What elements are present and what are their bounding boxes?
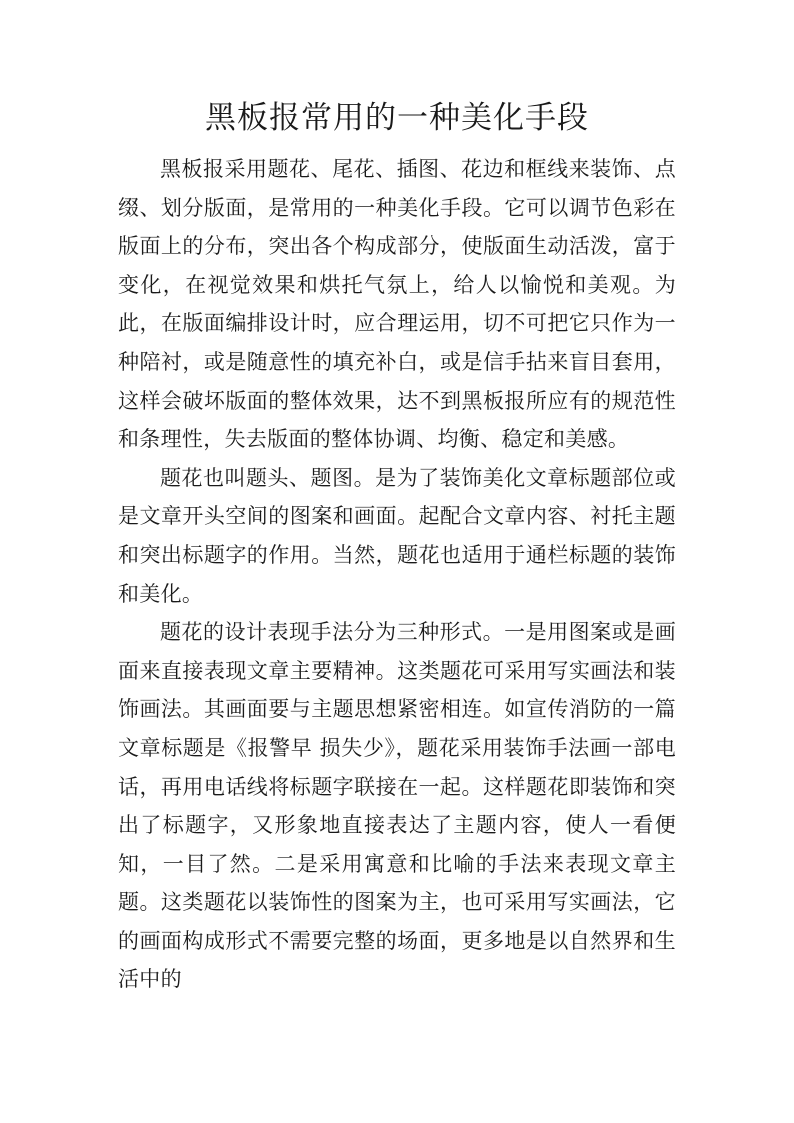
paragraph-intro: 黑板报采用题花、尾花、插图、花边和框线来装饰、点缀、划分版面，是常用的一种美化手段。它可以调节色彩在版面上的分布，突出各个构成部分，使版面生动活泼，富于变化，在视觉效果和烘托气氛上，给人以愉悦和美观。为此，在版面编排设计时，应合理运用，切不可把它只作为一种陪衬，或是随意性的填充补白，或是信手拈来盲目套用，这样会破坏版面的整体效果，达不到黑板报所应有的规范性和条理性，失去版面的整体协调、均衡、稳定和美感。 [118,157,676,452]
document-body [118,150,676,999]
paragraph-design-methods: 题花的设计表现手法分为三种形式。一是用图案或是画面来直接表现文章主要精神。这类题花可采用写实画法和装饰画法。其画面要与主题思想紧密相连。如宣传消防的一篇文章标题是《报警早 损失少》，题花采用装饰手法画一部电话，再用电话线将标题字联接在一起。这样题花即装饰和突出了标题字，又形象地直接表达了主题内容，使人一看便知，一目了然。二是采用寓意和比喻的手法来表现文章主题。这类题花以装饰性的图案为主，也可采用写实画法，它的画面构成形式不需要完整的场面，更多地是以自然界和生活中的 [118,620,676,992]
document-title: 黑板报常用的一种美化手段 [205,100,589,136]
paragraph-title-decoration: 题花也叫题头、题图。是为了装饰美化文章标题部位或是文章开头空间的图案和画面。起配合文章内容、衬托主题和突出标题字的作用。当然，题花也适用于通栏标题的装饰和美化。 [118,465,676,606]
